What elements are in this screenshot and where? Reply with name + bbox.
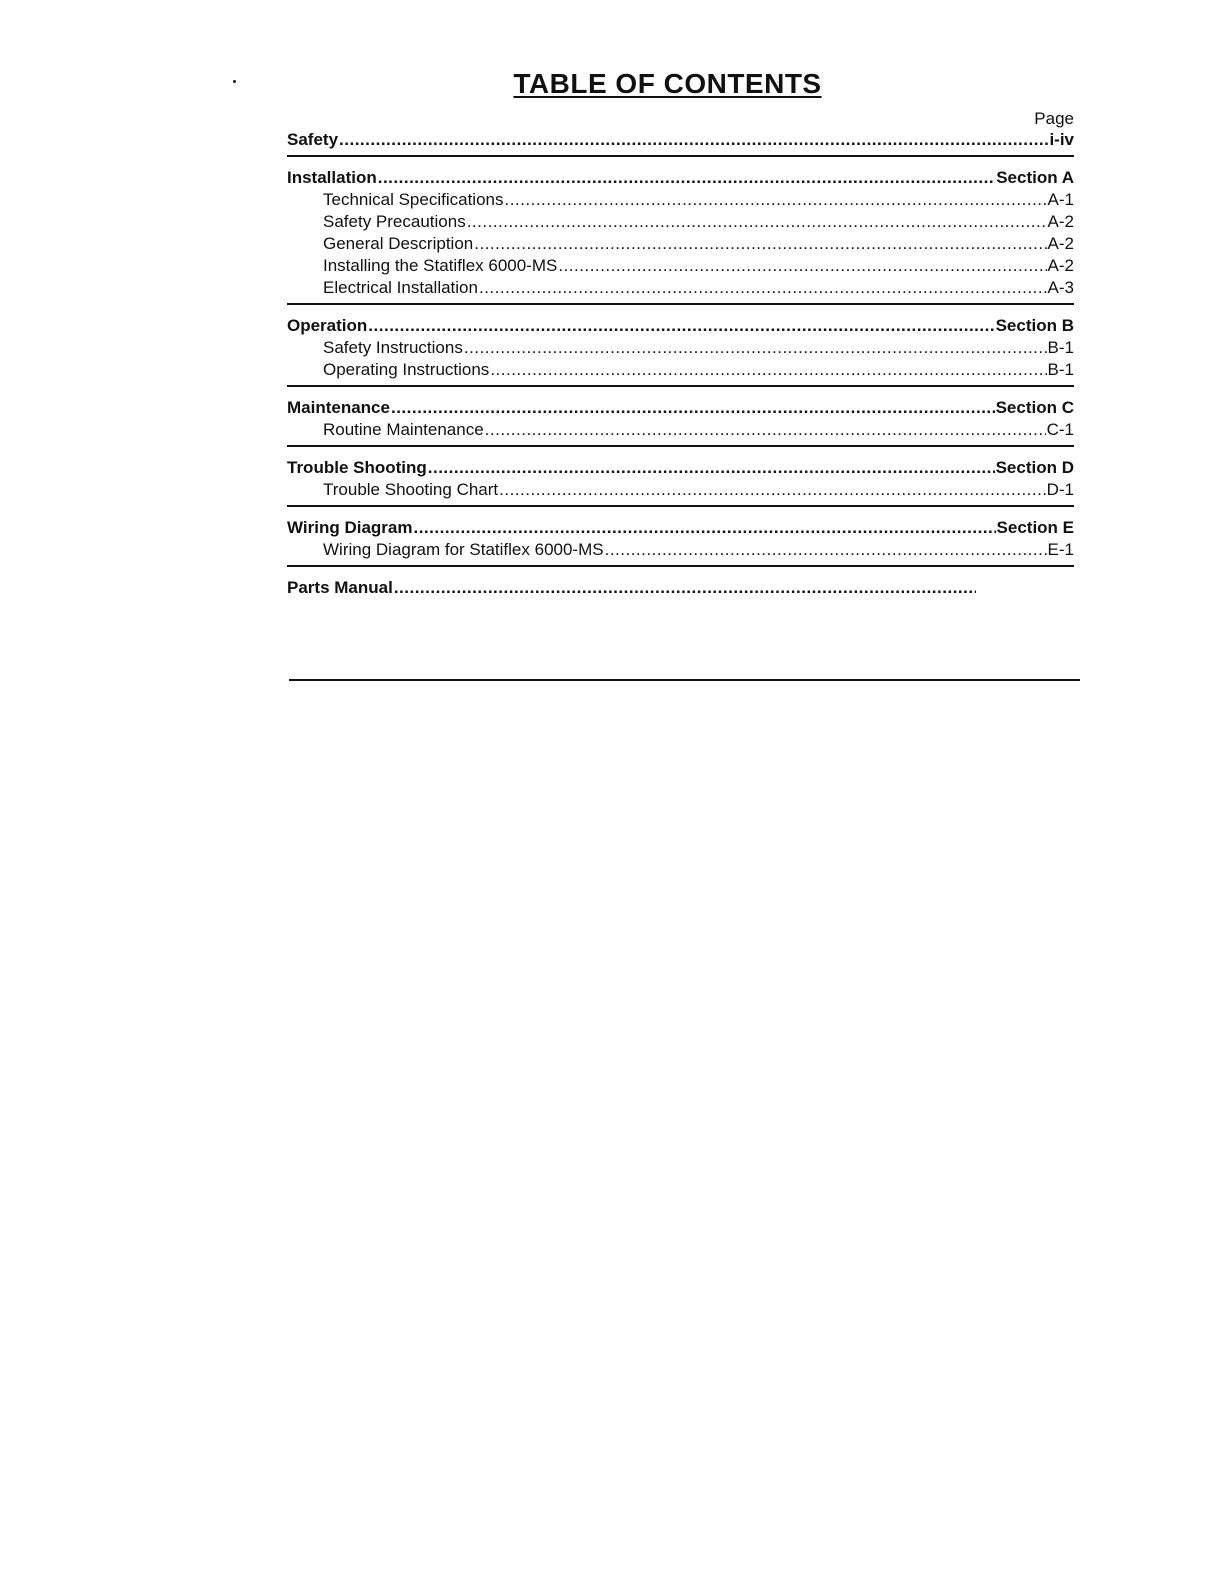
toc-entry-wiring-diagram[interactable] (287, 517, 1074, 539)
toc-subentry-safety-instructions[interactable] (287, 337, 1074, 359)
toc-entry-page: Section E (996, 518, 1074, 537)
toc-entry-page: A-2 (1047, 234, 1074, 253)
toc-entry-maintenance[interactable] (287, 397, 1074, 419)
toc-entry-label: General Description (323, 234, 474, 253)
table-of-contents (287, 108, 1074, 603)
toc-entry-page: Section C (995, 398, 1074, 417)
toc-section-installation (287, 157, 1074, 305)
toc-subentry-operating-instructions[interactable] (287, 359, 1074, 381)
toc-entry-page: A-2 (1047, 212, 1074, 231)
toc-section-maintenance (287, 387, 1074, 447)
toc-entry-operation[interactable] (287, 315, 1074, 337)
toc-entry-label: Operation (287, 316, 368, 335)
toc-entry-page: Section D (995, 458, 1074, 477)
dot-leader (558, 255, 1046, 277)
toc-entry-label: Technical Specifications (323, 190, 504, 209)
toc-section-trouble-shooting (287, 447, 1074, 507)
toc-entry-page: A-2 (1047, 256, 1074, 275)
dot-leader (464, 337, 1047, 359)
toc-entry-label: Routine Maintenance (323, 420, 484, 439)
toc-entry-label: Safety (287, 130, 339, 149)
toc-entry-page: C-1 (1046, 420, 1074, 439)
toc-subentry-routine-maintenance[interactable] (287, 419, 1074, 441)
toc-subentry-wiring-diagram-statiflex[interactable] (287, 539, 1074, 561)
toc-subentry-general-description[interactable] (287, 233, 1074, 255)
dot-leader (499, 479, 1045, 501)
toc-subentry-technical-specifications[interactable] (287, 189, 1074, 211)
toc-entry-label: Safety Instructions (323, 338, 463, 357)
toc-entry-label: Wiring Diagram (287, 518, 413, 537)
dot-leader (479, 277, 1047, 299)
toc-entry-page: i-iv (1049, 130, 1074, 149)
toc-entry-installation[interactable] (287, 167, 1074, 189)
toc-entry-label: Safety Precautions (323, 212, 466, 231)
toc-section-parts-manual (287, 567, 1074, 603)
toc-section-safety (287, 129, 1074, 157)
toc-entry-page: Section A (996, 168, 1074, 187)
toc-subentry-trouble-shooting-chart[interactable] (287, 479, 1074, 501)
toc-entry-label: Electrical Installation (323, 278, 478, 297)
toc-entry-label: Trouble Shooting (287, 458, 427, 477)
toc-subentry-safety-precautions[interactable] (287, 211, 1074, 233)
dot-leader (368, 315, 994, 337)
dot-leader (605, 539, 1047, 561)
toc-section-wiring-diagram (287, 507, 1074, 567)
toc-section-operation (287, 305, 1074, 387)
toc-entry-label: Parts Manual (287, 578, 393, 597)
toc-entry-page: Section B (995, 316, 1074, 335)
toc-entry-page: E-1 (1047, 540, 1074, 559)
toc-entry-label: Trouble Shooting Chart (323, 480, 499, 499)
toc-entry-label: Operating Instructions (323, 360, 490, 379)
toc-entry-safety[interactable] (287, 129, 1074, 151)
toc-entry-page: D-1 (1046, 480, 1074, 499)
page-title: TABLE OF CONTENTS (513, 68, 822, 99)
toc-entry-trouble-shooting[interactable] (287, 457, 1074, 479)
dot-leader (467, 211, 1047, 233)
toc-entry-page: B-1 (1047, 360, 1074, 379)
toc-entry-label: Maintenance (287, 398, 390, 417)
page-column-heading: Page (1034, 109, 1074, 128)
dot-leader (474, 233, 1046, 255)
dot-leader (485, 419, 1046, 441)
dot-leader (391, 397, 995, 419)
toc-entry-page: B-1 (1047, 338, 1074, 357)
toc-entry-page: A-1 (1047, 190, 1074, 209)
dot-leader (339, 129, 1048, 151)
toc-entry-label: Installing the Statiflex 6000-MS (323, 256, 558, 275)
toc-subentry-installing-statiflex[interactable] (287, 255, 1074, 277)
dot-leader (394, 577, 976, 599)
dot-leader (428, 457, 995, 479)
toc-entry-label: Installation (287, 168, 377, 187)
toc-subentry-electrical-installation[interactable] (287, 277, 1074, 299)
toc-entry-page: A-3 (1047, 278, 1074, 297)
dot-leader (378, 167, 995, 189)
toc-entry-parts-manual[interactable] (287, 577, 977, 599)
toc-entry-label: Wiring Diagram for Statiflex 6000-MS (323, 540, 604, 559)
bottom-rule (289, 679, 1080, 681)
dot-leader (413, 517, 995, 539)
dot-leader (490, 359, 1046, 381)
dot-leader (504, 189, 1046, 211)
